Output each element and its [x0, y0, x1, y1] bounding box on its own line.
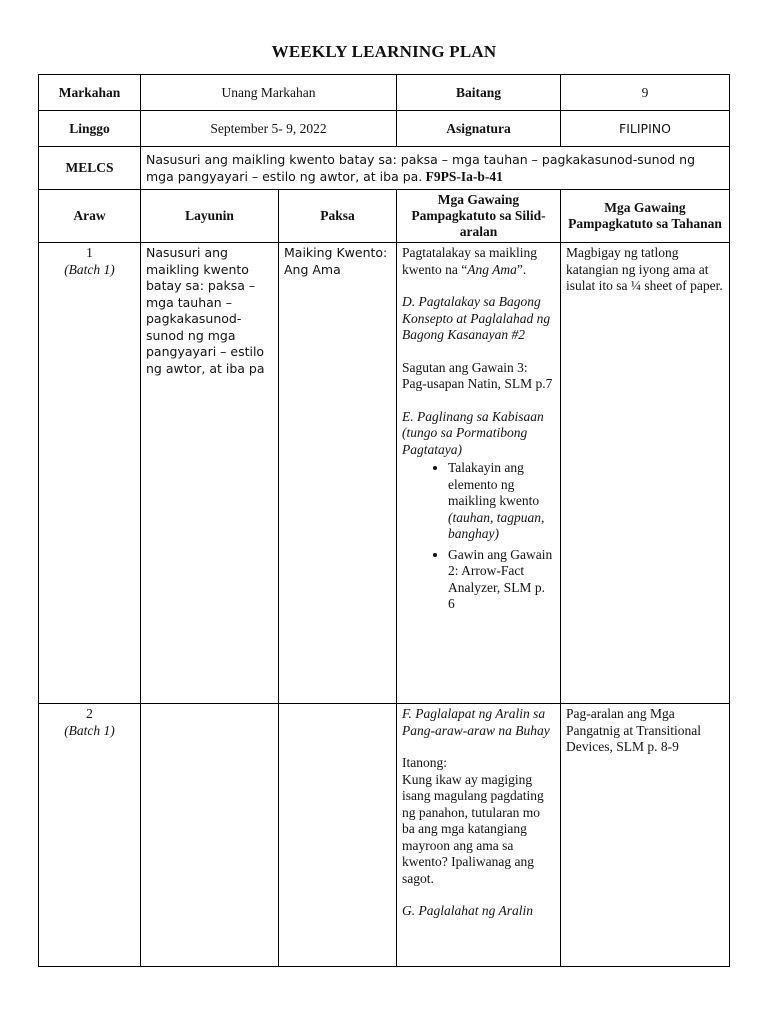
table-row [39, 243, 730, 704]
melcs-cell [141, 147, 730, 190]
markahan-label: Markahan [39, 75, 141, 111]
asignatura-value: FILIPINO [561, 111, 730, 147]
asignatura-label: Asignatura [397, 111, 561, 147]
list-item: • Gawin ang Gawain 2: Arrow-Fact Analyzer, SLM p. 6 [448, 547, 555, 613]
melcs-label: MELCS [39, 147, 141, 190]
question-text: Kung ikaw ay magiging isang magulang pagdating ng panahon, tutularan mo ba ang mga katangiang mayroon ang ama sa kwento? Ipaliwanag ang sagot. [402, 771, 544, 886]
silid-aralan-cell [397, 243, 561, 704]
baitang-label: Baitang [397, 75, 561, 111]
section-f-heading: F. Paglalapat ng Aralin sa Pang-araw-araw na Buhay [402, 706, 550, 738]
col-araw: Araw [39, 190, 141, 243]
activity-list [402, 460, 555, 613]
discussion-text: Pagtatalakay sa maikling kwento na “Ang Ama”. [402, 245, 537, 277]
column-header-row [39, 190, 730, 243]
silid-aralan-cell [397, 704, 561, 967]
layunin-cell: Nasusuri ang maikling kwento batay sa: paksa – mga tauhan – pagkakasunod-sunod ng mga pangyayari – estilo ng awtor, at iba pa [141, 243, 279, 704]
linggo-row [39, 111, 730, 147]
batch-label: (Batch 1) [64, 722, 115, 738]
markahan-value: Unang Markahan [141, 75, 397, 111]
paksa-cell [279, 704, 397, 967]
layunin-cell [141, 704, 279, 967]
day-number: 1 [86, 245, 93, 260]
col-layunin: Layunin [141, 190, 279, 243]
melcs-row [39, 147, 730, 190]
col-silid-aralan: Mga Gawaing Pampagkatuto sa Silid-aralan [397, 190, 561, 243]
tahanan-cell: Magbigay ng tatlong katangian ng iyong ama at isulat ito sa ¼ sheet of paper. [561, 243, 730, 704]
linggo-label: Linggo [39, 111, 141, 147]
day-cell [39, 704, 141, 967]
paksa-cell: Maiking Kwento: Ang Ama [279, 243, 397, 704]
markahan-row [39, 75, 730, 111]
batch-label: (Batch 1) [64, 261, 115, 277]
day-number: 2 [86, 706, 93, 721]
col-tahanan: Mga Gawaing Pampagkatuto sa Tahanan [561, 190, 730, 243]
section-e-heading: E. Paglinang sa Kabisaan [402, 408, 544, 424]
tahanan-cell: Pag-aralan ang Mga Pangatnig at Transitional Devices, SLM p. 8-9 [561, 704, 730, 967]
weekly-plan-table [38, 74, 730, 967]
table-row [39, 704, 730, 967]
col-paksa: Paksa [279, 190, 397, 243]
melcs-code: F9PS-Ia-b-41 [425, 169, 503, 184]
day-cell [39, 243, 141, 704]
section-d-heading: D. Pagtalakay sa Bagong Konsepto at Paglalahad ng Bagong Kasanayan #2 [402, 294, 551, 342]
sagutan-text: Sagutan ang Gawain 3: Pag-usapan Natin, SLM p.7 [402, 359, 553, 391]
baitang-value: 9 [561, 75, 730, 111]
linggo-value: September 5- 9, 2022 [141, 111, 397, 147]
section-e-subheading: (tungo sa Pormatibong Pagtataya) [402, 425, 528, 457]
list-item: • Talakayin ang elemento ng maikling kwento (tauhan, tagpuan, banghay) [448, 460, 555, 543]
itanong-label: Itanong: [402, 755, 447, 770]
document-title: WEEKLY LEARNING PLAN [271, 42, 497, 61]
section-g-heading: G. Paglalahat ng Aralin [402, 903, 534, 918]
melcs-text: Nasusuri ang maikling kwento batay sa: paksa – mga tauhan – pagkakasunod-sunod ng mga pangyayari – estilo ng awtor, at iba pa. [146, 152, 695, 184]
